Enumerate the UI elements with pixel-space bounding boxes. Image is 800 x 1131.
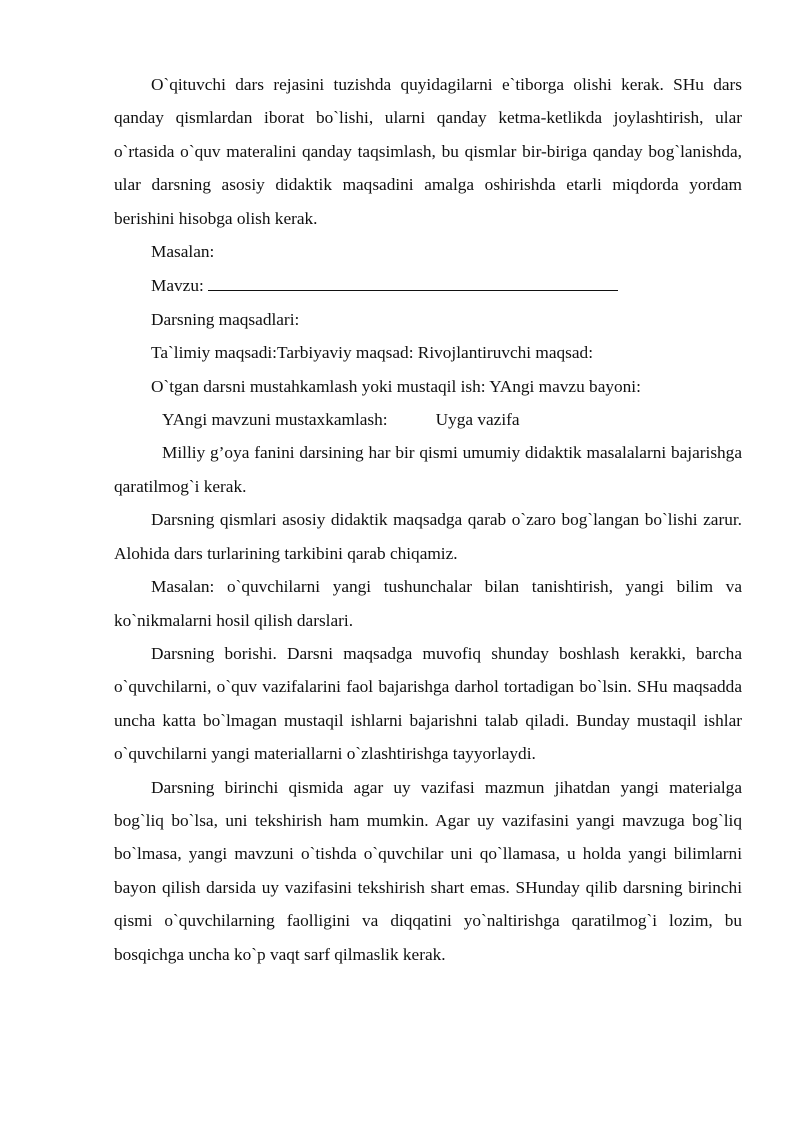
paragraph-national-idea: Milliy g’oya fanini darsining har bir qismi umumiy didaktik masalalarni bajarishga qaratilmog`i kerak. [114, 443, 742, 496]
topic-line [114, 268, 742, 302]
document-page [114, 68, 742, 971]
consolidation-line [114, 403, 742, 436]
paragraph-intro: O`qituvchi dars rejasini tuzishda quyidagilarni e`tiborga olishi kerak. SHu dars qanday qismlardan iborat bo`lishi, ularni qanday ketma-ketlikda joylashtirish, ular o`rtasida o`quv materalini qanday taqsimlash, bu qismlar bir-biriga qanday bog`lanishda, ular darsning asosiy didaktik maqsadini amalga oshirishda etarli miqdorda yordam berishini hisobga olish kerak. [114, 75, 742, 228]
example-label: Masalan: [151, 242, 215, 262]
goals-label: Darsning maqsadlari: [151, 309, 300, 329]
paragraph-lesson-course: Darsning borishi. Darsni maqsadga muvofiq shunday boshlash kerakki, barcha o`quvchilarni, o`quv vazifalarini faol bajarishga darhol tortadigan bo`lsin. SHu maqsadda uncha katta bo`lmagan mustaqil ishlarni bajarishni talab qiladi. Bunday mustaqil ishlar o`quvchilarni yangi materiallarni o`zlashtirishga tayyorlaydi. [114, 643, 742, 764]
consolidation-label: YAngi mavzuni mustaxkamlash: [162, 410, 388, 430]
review-line: O`tgan darsni mustahkamlash yoki mustaqil ish: YAngi mavzu bayoni: [151, 376, 641, 396]
paragraph-lesson-parts: Darsning qismlari asosiy didaktik maqsadga qarab o`zaro bog`langan bo`lishi zarur. Alohida dars turlarining tarkibini qarab chiqamiz. [114, 510, 742, 563]
paragraph-example-lessons: Masalan: o`quvchilarni yangi tushunchalar bilan tanishtirish, yangi bilim va ko`nikmalarni hosil qilish darslari. [114, 577, 742, 630]
topic-blank-underline [208, 268, 618, 291]
topic-label: Mavzu: [151, 276, 204, 296]
goals-line: Ta`limiy maqsadi:Tarbiyaviy maqsad: Rivojlantiruvchi maqsad: [151, 343, 593, 363]
homework-label: Uyga vazifa [435, 410, 520, 430]
paragraph-first-part: Darsning birinchi qismida agar uy vazifasi mazmun jihatdan yangi materialga bog`liq bo`lsa, uni tekshirish ham mumkin. Agar uy vazifasini yangi mavzuga bog`liq bo`lmasa, yangi mavzuni o`tishda o`quvchilar uni qo`llamasa, u holda yangi bilimlarni bayon qilish darsida uy vazifasini tekshirish shart emas. SHunday qilib darsning birinchi qismi o`quvchilarning faolligini va diqqatini yo`naltirishga qaratilmog`i lozim, bu bosqichga uncha ko`p vaqt sarf qilmaslik kerak. [114, 777, 742, 964]
